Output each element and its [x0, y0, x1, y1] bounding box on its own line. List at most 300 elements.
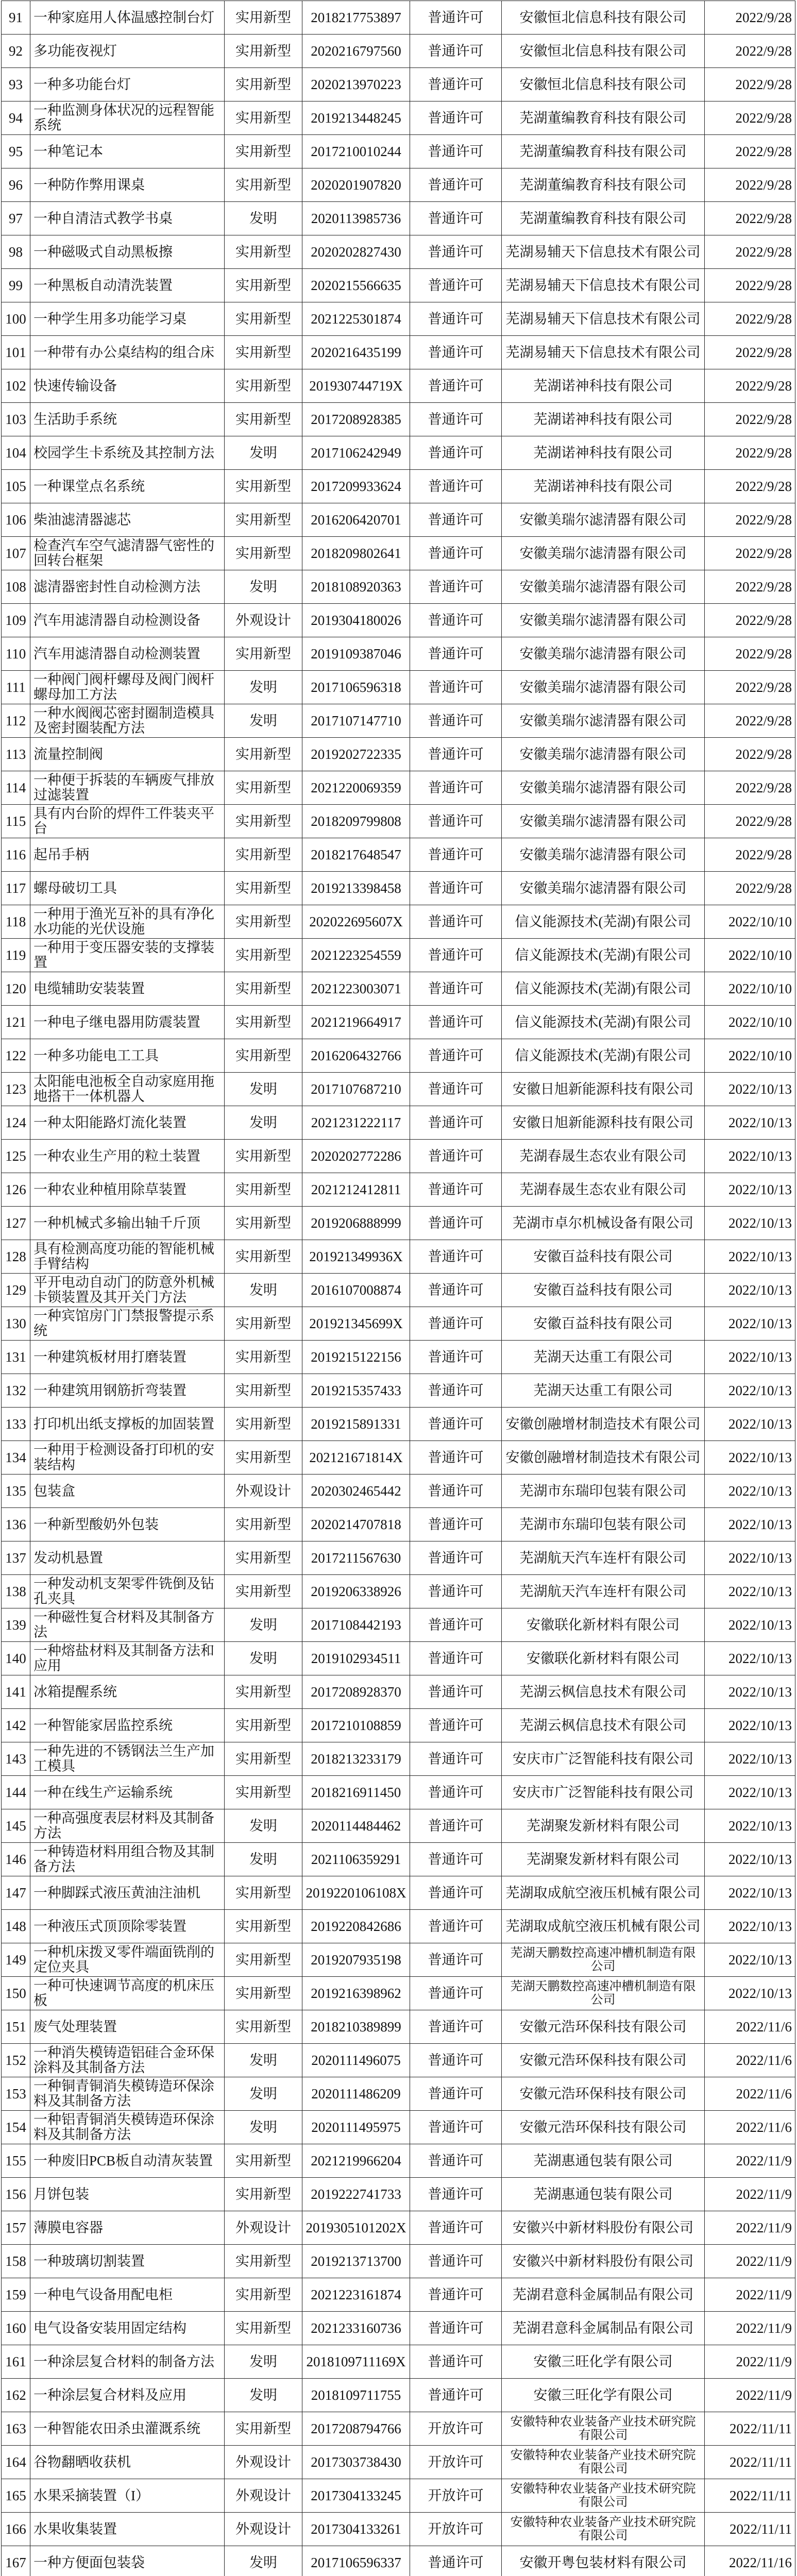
patent-name-cell: 具有检测高度功能的智能机械手臂结构	[30, 1240, 225, 1274]
license-date-cell: 2022/11/6	[705, 2077, 795, 2111]
license-type-cell: 普通许可	[410, 1374, 502, 1408]
license-type-cell: 普通许可	[410, 470, 502, 503]
row-number-cell: 160	[2, 2312, 30, 2345]
row-number-cell: 118	[2, 905, 30, 939]
patent-name-cell: 汽车用滤清器自动检测设备	[30, 604, 225, 637]
patent-number-cell: 2017106596337	[302, 2546, 410, 2576]
patent-name-cell: 一种建筑用钢筋折弯装置	[30, 1374, 225, 1408]
license-type-cell: 普通许可	[410, 1508, 502, 1541]
licensor-company-cell: 芜湖君意科金属制品有限公司	[502, 2312, 705, 2345]
patent-name-cell: 一种可快速调节高度的机床压板	[30, 1977, 225, 2010]
patent-name-cell: 水果采摘装置（I）	[30, 2479, 225, 2513]
row-number-cell: 95	[2, 135, 30, 168]
patent-number-cell: 2016107008874	[302, 1274, 410, 1307]
patent-type-cell: 实用新型	[225, 1374, 302, 1408]
licensor-company-cell: 芜湖惠通包装有限公司	[502, 2144, 705, 2178]
row-number-cell: 147	[2, 1876, 30, 1910]
licensor-company-cell: 信义能源技术(芜湖)有限公司	[502, 1006, 705, 1039]
licensor-company-cell: 安徽特种农业装备产业技术研究院有限公司	[502, 2479, 705, 2513]
license-date-cell: 2022/9/28	[705, 68, 795, 101]
licensor-company-cell: 芜湖航天汽车连杆有限公司	[502, 1541, 705, 1575]
license-type-cell: 普通许可	[410, 1307, 502, 1341]
patent-type-cell: 实用新型	[225, 1943, 302, 1977]
license-type-cell: 普通许可	[410, 168, 502, 202]
patent-number-cell: 2019213713700	[302, 2245, 410, 2278]
license-date-cell: 2022/10/13	[705, 1709, 795, 1742]
patent-number-cell: 201921345699X	[302, 1307, 410, 1341]
patent-number-cell: 2018209802641	[302, 537, 410, 570]
patent-name-cell: 一种用于变压器安装的支撑装置	[30, 939, 225, 972]
table-row	[2, 2010, 795, 2044]
license-type-cell: 普通许可	[410, 2044, 502, 2077]
licensor-company-cell: 芜湖天达重工有限公司	[502, 1341, 705, 1374]
table-row	[2, 1240, 795, 1274]
license-date-cell: 2022/10/10	[705, 1006, 795, 1039]
table-row	[2, 2178, 795, 2211]
patent-type-cell: 实用新型	[225, 1508, 302, 1541]
row-number-cell: 124	[2, 1106, 30, 1140]
licensor-company-cell: 安徽美瑞尔滤清器有限公司	[502, 805, 705, 838]
patent-type-cell: 发明	[225, 202, 302, 235]
row-number-cell: 154	[2, 2111, 30, 2144]
licensor-company-cell: 芜湖云枫信息技术有限公司	[502, 1709, 705, 1742]
row-number-cell: 128	[2, 1240, 30, 1274]
patent-type-cell: 外观设计	[225, 604, 302, 637]
row-number-cell: 141	[2, 1675, 30, 1709]
license-date-cell: 2022/10/13	[705, 1809, 795, 1843]
patent-type-cell: 实用新型	[225, 1240, 302, 1274]
patent-name-cell: 一种高强度表层材料及其制备方法	[30, 1809, 225, 1843]
patent-type-cell: 实用新型	[225, 1140, 302, 1173]
table-row	[2, 2044, 795, 2077]
license-date-cell: 2022/9/28	[705, 202, 795, 235]
license-type-cell: 普通许可	[410, 1475, 502, 1508]
row-number-cell: 103	[2, 403, 30, 436]
patent-number-cell: 2019109387046	[302, 637, 410, 671]
patent-type-cell: 实用新型	[225, 35, 302, 68]
licensor-company-cell: 芜湖易辅天下信息技术有限公司	[502, 302, 705, 336]
patent-name-cell: 一种多功能电工工具	[30, 1039, 225, 1073]
patent-type-cell: 实用新型	[225, 939, 302, 972]
license-type-cell: 开放许可	[410, 2446, 502, 2479]
patent-type-cell: 实用新型	[225, 1307, 302, 1341]
license-type-cell: 普通许可	[410, 738, 502, 771]
licensor-company-cell: 芜湖市东瑞印包装有限公司	[502, 1475, 705, 1508]
row-number-cell: 107	[2, 537, 30, 570]
license-type-cell: 普通许可	[410, 1943, 502, 1977]
row-number-cell: 120	[2, 972, 30, 1006]
patent-type-cell: 实用新型	[225, 1039, 302, 1073]
patent-type-cell: 实用新型	[225, 771, 302, 805]
patent-number-cell: 2016206420701	[302, 503, 410, 537]
license-type-cell: 普通许可	[410, 1776, 502, 1809]
patent-number-cell: 2017211567630	[302, 1541, 410, 1575]
table-row	[2, 1441, 795, 1475]
patent-name-cell: 生活助手系统	[30, 403, 225, 436]
table-row	[2, 1642, 795, 1675]
patent-number-cell: 2018216911450	[302, 1776, 410, 1809]
patent-number-cell: 2020215566635	[302, 269, 410, 302]
patent-name-cell: 一种农业种植用除草装置	[30, 1173, 225, 1207]
patent-number-cell: 2017208928370	[302, 1675, 410, 1709]
patent-name-cell: 包装盒	[30, 1475, 225, 1508]
table-row	[2, 2144, 795, 2178]
patent-type-cell: 实用新型	[225, 1977, 302, 2010]
row-number-cell: 151	[2, 2010, 30, 2044]
license-date-cell: 2022/10/13	[705, 1876, 795, 1910]
table-row	[2, 2278, 795, 2312]
patent-number-cell: 2020111495975	[302, 2111, 410, 2144]
patent-type-cell: 实用新型	[225, 1408, 302, 1441]
table-row	[2, 1977, 795, 2010]
patent-name-cell: 汽车用滤清器自动检测装置	[30, 637, 225, 671]
row-number-cell: 153	[2, 2077, 30, 2111]
license-type-cell: 普通许可	[410, 2546, 502, 2576]
license-type-cell: 普通许可	[410, 1408, 502, 1441]
licensor-company-cell: 安徽百益科技有限公司	[502, 1240, 705, 1274]
license-date-cell: 2022/9/28	[705, 101, 795, 135]
licensor-company-cell: 安徽特种农业装备产业技术研究院有限公司	[502, 2446, 705, 2479]
license-type-cell: 普通许可	[410, 570, 502, 604]
patent-name-cell: 一种新型酸奶外包装	[30, 1508, 225, 1541]
table-row	[2, 2546, 795, 2576]
patent-type-cell: 实用新型	[225, 1, 302, 35]
patent-type-cell: 发明	[225, 1809, 302, 1843]
patent-type-cell: 实用新型	[225, 2144, 302, 2178]
license-type-cell: 普通许可	[410, 671, 502, 704]
table-row	[2, 939, 795, 972]
patent-name-cell: 一种阀门阀杆螺母及阀门阀杆螺母加工方法	[30, 671, 225, 704]
license-date-cell: 2022/10/13	[705, 1675, 795, 1709]
patent-number-cell: 2017304133261	[302, 2513, 410, 2546]
license-date-cell: 2022/9/28	[705, 771, 795, 805]
patent-type-cell: 发明	[225, 436, 302, 470]
patent-name-cell: 一种涂层复合材料及应用	[30, 2379, 225, 2412]
license-date-cell: 2022/9/28	[705, 302, 795, 336]
table-row	[2, 972, 795, 1006]
license-type-cell: 普通许可	[410, 1843, 502, 1876]
licensor-company-cell: 安徽美瑞尔滤清器有限公司	[502, 503, 705, 537]
patent-number-cell: 2017210108859	[302, 1709, 410, 1742]
patent-type-cell: 发明	[225, 1073, 302, 1106]
licensor-company-cell: 芜湖诺神科技有限公司	[502, 369, 705, 403]
patent-number-cell: 201821775389​7	[302, 1, 410, 35]
patent-number-cell: 2021219664917	[302, 1006, 410, 1039]
licensor-company-cell: 安徽美瑞尔滤清器有限公司	[502, 604, 705, 637]
license-date-cell: 2022/10/10	[705, 939, 795, 972]
patent-name-cell: 柴油滤清器滤芯	[30, 503, 225, 537]
license-type-cell: 普通许可	[410, 604, 502, 637]
patent-type-cell: 实用新型	[225, 2412, 302, 2446]
licensor-company-cell: 安徽美瑞尔滤清器有限公司	[502, 570, 705, 604]
patent-type-cell: 实用新型	[225, 1441, 302, 1475]
patent-number-cell: 2017106596318	[302, 671, 410, 704]
licensor-company-cell: 芜湖天鹏数控高速冲槽机制造有限公司	[502, 1977, 705, 2010]
license-date-cell: 2022/11/9	[705, 2379, 795, 2412]
patent-type-cell: 实用新型	[225, 403, 302, 436]
license-type-cell: 普通许可	[410, 1441, 502, 1475]
patent-type-cell: 发明	[225, 2379, 302, 2412]
patent-number-cell: 2017304133245	[302, 2479, 410, 2513]
licensor-company-cell: 安徽美瑞尔滤清器有限公司	[502, 771, 705, 805]
licensor-company-cell: 安徽美瑞尔滤清器有限公司	[502, 671, 705, 704]
table-row	[2, 2345, 795, 2379]
license-type-cell: 普通许可	[410, 436, 502, 470]
table-row	[2, 135, 795, 168]
table-row	[2, 1943, 795, 1977]
row-number-cell: 114	[2, 771, 30, 805]
row-number-cell: 92	[2, 35, 30, 68]
patent-type-cell: 实用新型	[225, 470, 302, 503]
patent-number-cell: 2019215357433	[302, 1374, 410, 1408]
license-type-cell: 普通许可	[410, 503, 502, 537]
licensor-company-cell: 安徽联化新材料有限公司	[502, 1608, 705, 1642]
patent-name-cell: 一种发动机支架零件铣倒及钻孔夹具	[30, 1575, 225, 1608]
patent-name-cell: 一种农业生产用的粒土装置	[30, 1140, 225, 1173]
license-date-cell: 2022/10/13	[705, 1408, 795, 1441]
table-row	[2, 1039, 795, 1073]
row-number-cell: 97	[2, 202, 30, 235]
patent-number-cell: 2018108920363	[302, 570, 410, 604]
table-row	[2, 604, 795, 637]
license-type-cell: 普通许可	[410, 101, 502, 135]
licensor-company-cell: 安徽三旺化学有限公司	[502, 2345, 705, 2379]
patent-number-cell: 2018109711169X	[302, 2345, 410, 2379]
patent-name-cell: 一种废旧PCB板自动清灰装置	[30, 2144, 225, 2178]
row-number-cell: 143	[2, 1742, 30, 1776]
license-date-cell: 2022/10/13	[705, 1575, 795, 1608]
patent-number-cell: 2020213970223	[302, 68, 410, 101]
patent-number-cell: 2019220106108X	[302, 1876, 410, 1910]
license-type-cell: 普通许可	[410, 2345, 502, 2379]
license-date-cell: 2022/9/28	[705, 872, 795, 905]
patent-number-cell: 2021223254559	[302, 939, 410, 972]
licensor-company-cell: 芜湖惠通包装有限公司	[502, 2178, 705, 2211]
licensor-company-cell: 芜湖天鹏数控高速冲槽机制造有限公司	[502, 1943, 705, 1977]
patent-name-cell: 一种铝青铜消失模铸造环保涂料及其制备方法	[30, 2111, 225, 2144]
patent-name-cell: 电气设备安装用固定结构	[30, 2312, 225, 2345]
license-date-cell: 2022/10/13	[705, 1742, 795, 1776]
licensor-company-cell: 安徽日旭新能源科技有限公司	[502, 1106, 705, 1140]
patent-number-cell: 2017210010244	[302, 135, 410, 168]
patent-number-cell: 2020214707818	[302, 1508, 410, 1541]
patent-number-cell: 2019202722335	[302, 738, 410, 771]
license-type-cell: 普通许可	[410, 1274, 502, 1307]
patent-type-cell: 发明	[225, 2345, 302, 2379]
patent-name-cell: 一种黑板自动清洗装置	[30, 269, 225, 302]
table-row	[2, 1374, 795, 1408]
row-number-cell: 131	[2, 1341, 30, 1374]
patent-number-cell: 2018210389899	[302, 2010, 410, 2044]
patent-number-cell: 2020111486209	[302, 2077, 410, 2111]
license-type-cell: 普通许可	[410, 2278, 502, 2312]
license-date-cell: 2022/10/13	[705, 1441, 795, 1475]
license-date-cell: 2022/11/9	[705, 2278, 795, 2312]
row-number-cell: 161	[2, 2345, 30, 2379]
patent-name-cell: 一种宾馆房门门禁报警提示系统	[30, 1307, 225, 1341]
patent-name-cell: 一种自清洁式教学书桌	[30, 202, 225, 235]
row-number-cell: 156	[2, 2178, 30, 2211]
patent-name-cell: 一种机床拨叉零件端面铣削的定位夹具	[30, 1943, 225, 1977]
patent-name-cell: 流量控制阀	[30, 738, 225, 771]
patent-type-cell: 实用新型	[225, 1207, 302, 1240]
license-date-cell: 2022/11/6	[705, 2111, 795, 2144]
patent-name-cell: 一种脚踩式液压黄油注油机	[30, 1876, 225, 1910]
table-row	[2, 2245, 795, 2278]
license-type-cell: 普通许可	[410, 972, 502, 1006]
table-row	[2, 269, 795, 302]
patent-name-cell: 一种铜青铜消失模铸造环保涂料及其制备方法	[30, 2077, 225, 2111]
patent-type-cell: 实用新型	[225, 838, 302, 872]
row-number-cell: 117	[2, 872, 30, 905]
patent-name-cell: 一种建筑板材用打磨装置	[30, 1341, 225, 1374]
row-number-cell: 93	[2, 68, 30, 101]
patent-type-cell: 发明	[225, 2111, 302, 2144]
license-type-cell: 普通许可	[410, 235, 502, 269]
license-type-cell: 普通许可	[410, 2312, 502, 2345]
license-type-cell: 普通许可	[410, 302, 502, 336]
license-date-cell: 2022/9/28	[705, 235, 795, 269]
license-date-cell: 2022/11/16	[705, 2546, 795, 2576]
patent-name-cell: 一种多功能台灯	[30, 68, 225, 101]
row-number-cell: 142	[2, 1709, 30, 1742]
patent-number-cell: 2016206432766	[302, 1039, 410, 1073]
license-type-cell: 普通许可	[410, 1240, 502, 1274]
patent-name-cell: 具有内台阶的焊件工件装夹平台	[30, 805, 225, 838]
patent-name-cell: 一种铸造材料用组合物及其制备方法	[30, 1843, 225, 1876]
row-number-cell: 149	[2, 1943, 30, 1977]
row-number-cell: 109	[2, 604, 30, 637]
licensor-company-cell: 芜湖取成航空液压机械有限公司	[502, 1876, 705, 1910]
license-date-cell: 2022/10/13	[705, 1508, 795, 1541]
row-number-cell: 140	[2, 1642, 30, 1675]
patent-type-cell: 实用新型	[225, 637, 302, 671]
patent-type-cell: 实用新型	[225, 972, 302, 1006]
license-type-cell: 普通许可	[410, 805, 502, 838]
patent-number-cell: 2017107687210	[302, 1073, 410, 1106]
table-row	[2, 1, 795, 35]
license-type-cell: 普通许可	[410, 1, 502, 35]
license-type-cell: 普通许可	[410, 35, 502, 68]
patent-name-cell: 月饼包装	[30, 2178, 225, 2211]
licensor-company-cell: 芜湖云枫信息技术有限公司	[502, 1675, 705, 1709]
licensor-company-cell: 安徽元浩环保科技有限公司	[502, 2111, 705, 2144]
table-row	[2, 1408, 795, 1441]
row-number-cell: 132	[2, 1374, 30, 1408]
patent-name-cell: 检查汽车空气滤清器气密性的回转台框架	[30, 537, 225, 570]
license-type-cell: 普通许可	[410, 1608, 502, 1642]
table-row	[2, 2513, 795, 2546]
license-type-cell: 普通许可	[410, 2010, 502, 2044]
license-date-cell: 2022/10/13	[705, 1776, 795, 1809]
patent-type-cell: 实用新型	[225, 235, 302, 269]
license-date-cell: 2022/11/9	[705, 2178, 795, 2211]
patent-number-cell: 2019213448245	[302, 101, 410, 135]
patent-type-cell: 实用新型	[225, 336, 302, 369]
table-row	[2, 1675, 795, 1709]
patent-type-cell: 发明	[225, 2077, 302, 2111]
license-type-cell: 普通许可	[410, 704, 502, 738]
row-number-cell: 123	[2, 1073, 30, 1106]
row-number-cell: 104	[2, 436, 30, 470]
licensor-company-cell: 安庆市广泛智能科技有限公司	[502, 1742, 705, 1776]
license-date-cell: 2022/9/28	[705, 35, 795, 68]
table-row	[2, 1742, 795, 1776]
patent-type-cell: 实用新型	[225, 537, 302, 570]
row-number-cell: 119	[2, 939, 30, 972]
patent-name-cell: 一种课堂点名系统	[30, 470, 225, 503]
license-date-cell: 2022/9/28	[705, 470, 795, 503]
licensor-company-cell: 芜湖易辅天下信息技术有限公司	[502, 235, 705, 269]
patent-number-cell: 2019222741733	[302, 2178, 410, 2211]
row-number-cell: 100	[2, 302, 30, 336]
patent-name-cell: 一种学生用多功能学习桌	[30, 302, 225, 336]
patent-number-cell: 2019215122156	[302, 1341, 410, 1374]
license-type-cell: 普通许可	[410, 1341, 502, 1374]
licensor-company-cell: 安徽美瑞尔滤清器有限公司	[502, 704, 705, 738]
table-row	[2, 905, 795, 939]
patent-type-cell: 实用新型	[225, 168, 302, 202]
licensor-company-cell: 安徽美瑞尔滤清器有限公司	[502, 637, 705, 671]
row-number-cell: 130	[2, 1307, 30, 1341]
license-date-cell: 2022/11/6	[705, 2044, 795, 2077]
patent-number-cell: 2017208794766	[302, 2412, 410, 2446]
license-date-cell: 2022/10/13	[705, 1977, 795, 2010]
patent-name-cell: 一种机械式多输出轴千斤顶	[30, 1207, 225, 1240]
license-date-cell: 2022/9/28	[705, 805, 795, 838]
patent-type-cell: 实用新型	[225, 269, 302, 302]
patent-type-cell: 外观设计	[225, 2446, 302, 2479]
licensor-company-cell: 安徽三旺化学有限公司	[502, 2379, 705, 2412]
license-date-cell: 2022/10/13	[705, 1943, 795, 1977]
table-row	[2, 470, 795, 503]
license-date-cell: 2022/10/13	[705, 1642, 795, 1675]
patent-name-cell: 一种笔记本	[30, 135, 225, 168]
row-number-cell: 136	[2, 1508, 30, 1541]
licensor-company-cell: 芜湖易辅天下信息技术有限公司	[502, 336, 705, 369]
license-date-cell: 2022/11/9	[705, 2345, 795, 2379]
license-type-cell: 普通许可	[410, 1106, 502, 1140]
table-row	[2, 1776, 795, 1809]
patent-number-cell: 2020113985736	[302, 202, 410, 235]
license-type-cell: 普通许可	[410, 1006, 502, 1039]
patent-number-cell: 2020302465442	[302, 1475, 410, 1508]
table-row	[2, 1910, 795, 1943]
license-date-cell: 2022/10/10	[705, 1039, 795, 1073]
patent-name-cell: 一种液压式顶顶除零装置	[30, 1910, 225, 1943]
license-type-cell: 普通许可	[410, 905, 502, 939]
patent-number-cell: 2019207935198	[302, 1943, 410, 1977]
licensor-company-cell: 信义能源技术(芜湖)有限公司	[502, 1039, 705, 1073]
row-number-cell: 159	[2, 2278, 30, 2312]
license-date-cell: 2022/9/28	[705, 369, 795, 403]
patent-number-cell: 2019305101202X	[302, 2211, 410, 2245]
patent-number-cell: 2019220842686	[302, 1910, 410, 1943]
patent-number-cell: 2021223003071	[302, 972, 410, 1006]
licensor-company-cell: 芜湖易辅天下信息技术有限公司	[502, 269, 705, 302]
licensor-company-cell: 安徽恒北信息科技有限公司	[502, 35, 705, 68]
patent-type-cell: 实用新型	[225, 2245, 302, 2278]
license-type-cell: 普通许可	[410, 1876, 502, 1910]
license-date-cell: 2022/9/28	[705, 269, 795, 302]
patent-number-cell: 2018217648547	[302, 838, 410, 872]
row-number-cell: 138	[2, 1575, 30, 1608]
license-date-cell: 2022/11/9	[705, 2144, 795, 2178]
patent-name-cell: 废气处理装置	[30, 2010, 225, 2044]
table-row	[2, 202, 795, 235]
license-date-cell: 2022/10/13	[705, 1274, 795, 1307]
row-number-cell: 129	[2, 1274, 30, 1307]
